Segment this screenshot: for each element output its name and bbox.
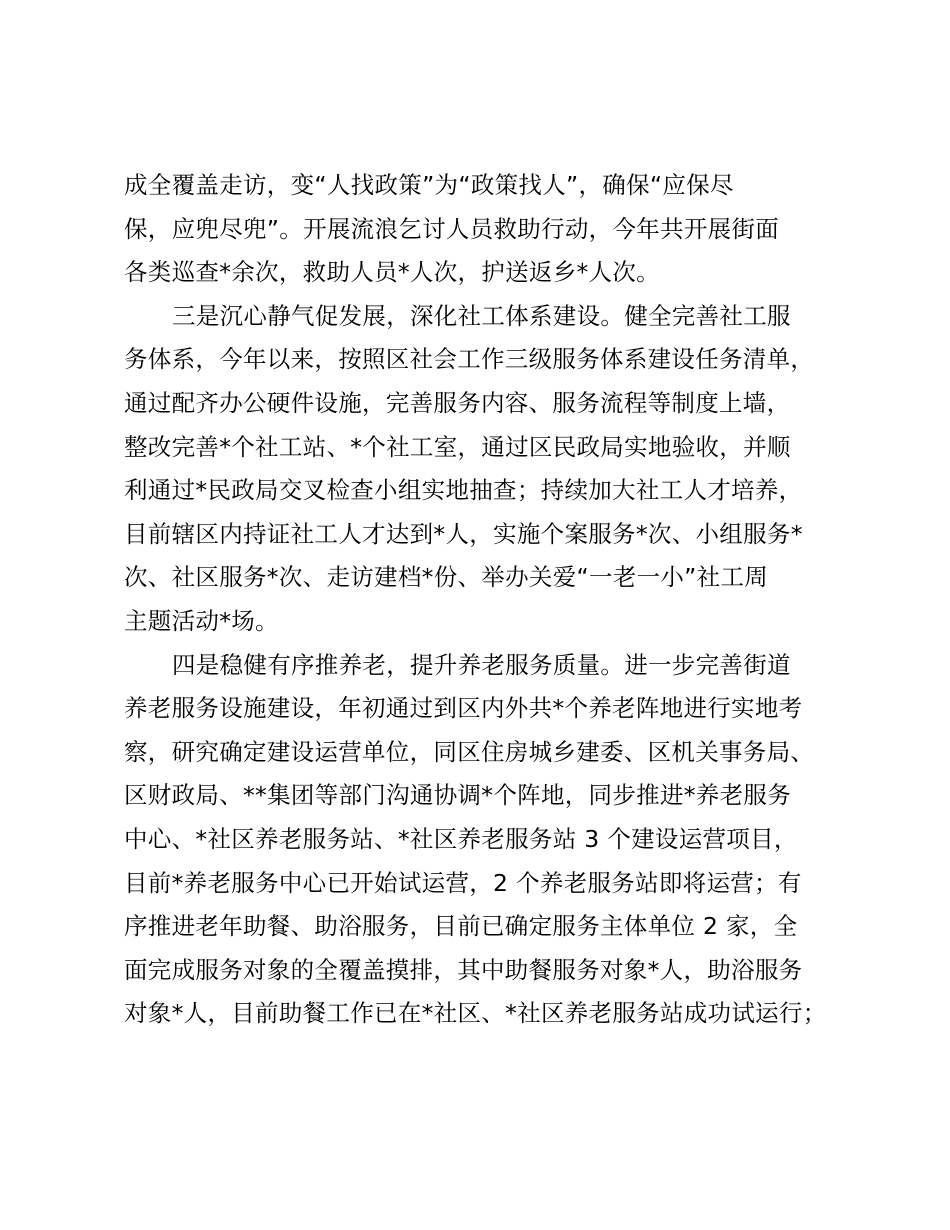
paragraph-start-line: 三是沉心静气促发展，深化社工体系建设。健全完善社工服 <box>172 301 791 330</box>
text-line: 次、社区服务*次、走访建档*份、举办关爱“一老一小”社工周 <box>124 563 769 592</box>
text-line: 对象*人，目前助餐工作已在*社区、*社区养老服务站成功试运行； <box>124 999 827 1028</box>
text-line: 面完成服务对象的全覆盖摸排，其中助餐服务对象*人，助浴服务 <box>124 955 803 984</box>
text-line: 整改完善*个社工站、*个社工室，通过区民政局实地验收，并顺 <box>124 432 791 461</box>
text-line: 成全覆盖走访，变“人找政策”为“政策找人”，确保“应保尽 <box>124 171 734 199</box>
paragraph-start-line: 四是稳健有序推养老，提升养老服务质量。进一步完善街道 <box>172 650 791 679</box>
text-line: 中心、*社区养老服务站、*社区养老服务站 3 个建设运营项目， <box>124 824 798 853</box>
text-line: 主题活动*场。 <box>124 606 279 635</box>
text-line: 利通过*民政局交叉检查小组实地抽查；持续加大社工人才培养， <box>124 476 803 505</box>
text-line: 察，研究确定建设运营单位，同区住房城乡建委、区机关事务局、 <box>124 737 815 766</box>
text-line: 序推进老年助餐、助浴服务，目前已确定服务主体单位 2 家，全 <box>124 912 798 941</box>
text-line: 各类巡查*余次，救助人员*人次，护送返乡*人次。 <box>124 258 660 287</box>
text-line: 养老服务设施建设，年初通过到区内外共*个养老阵地进行实地考 <box>124 694 803 723</box>
text-line: 区财政局、**集团等部门沟通协调*个阵地，同步推进*养老服务 <box>124 781 791 810</box>
text-line: 务体系，今年以来，按照区社会工作三级服务体系建设任务清单， <box>124 345 815 374</box>
text-line: 目前辖区内持证社工人才达到*人，实施个案服务*次、小组服务* <box>124 519 803 548</box>
body-text <box>124 164 864 1036</box>
text-line: 目前*养老服务中心已开始试运营，2 个养老服务站即将运营；有 <box>124 868 802 897</box>
text-line: 通过配齐办公硬件设施，完善服务内容、服务流程等制度上墙， <box>124 388 791 417</box>
text-line: 保，应兜尽兜”。开展流浪乞讨人员救助行动，今年共开展街面 <box>124 214 780 243</box>
